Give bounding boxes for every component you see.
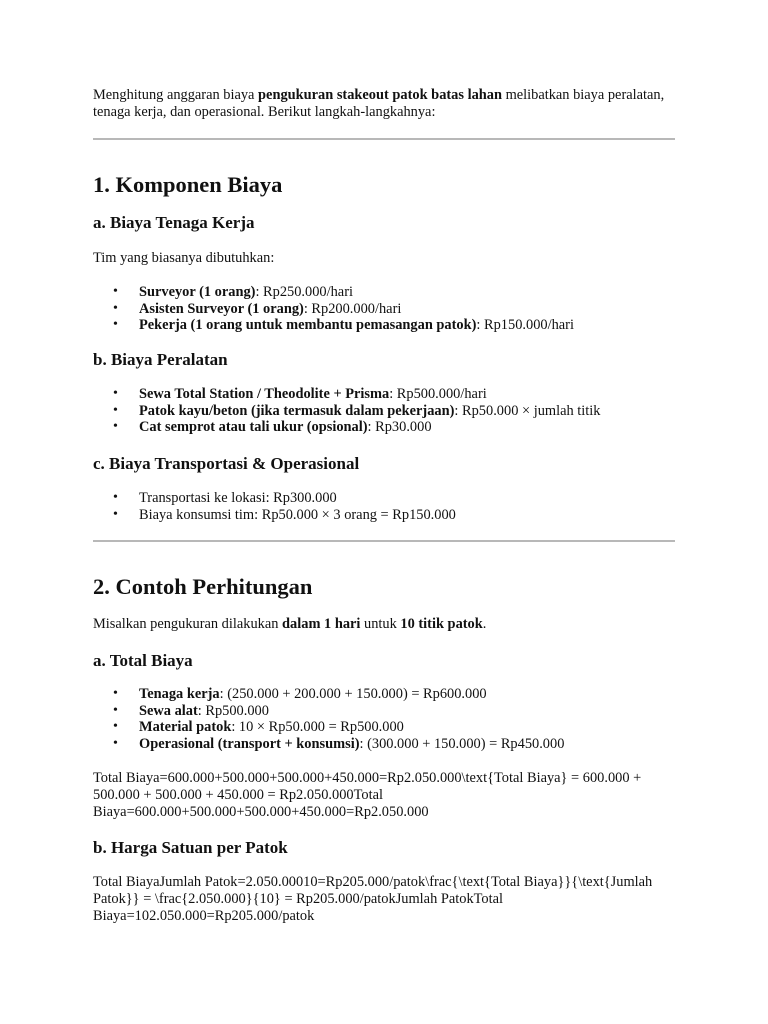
section-2-title: 2. Contoh Perhitungan [93,574,313,599]
item-label: Pekerja (1 orang untuk membantu pemasangan patok) [139,317,477,334]
item-label: Material patok [139,719,232,736]
transport-list [93,490,456,523]
subsection-satuan-title: b. Harga Satuan per Patok [93,838,288,857]
item-value: : Rp250.000/hari [255,284,353,300]
intro-paragraph [93,87,675,121]
divider-2 [93,540,675,542]
list-item [93,317,574,334]
item-label: Sewa Total Station / Theodolite + Prisma [139,386,390,402]
item-label: Asisten Surveyor (1 orang) [139,300,304,317]
item-value: : Rp500.000/hari [389,386,487,402]
lead-text: Misalkan pengukuran dilakukan [93,616,283,632]
lead-text-mid: untuk [360,616,401,632]
item-label: Cat semprot atau tali ukur (opsional) [139,419,368,436]
item-label: Operasional (transport + konsumsi) [139,736,360,753]
tenaga-list [93,284,574,334]
list-item: • Biaya konsumsi tim: Rp50.000 × 3 orang = Rp150.000 [93,507,456,524]
list-item [93,403,600,420]
item-value: : Rp500.000 [197,702,269,719]
item-label: Patok kayu/beton (jika termasuk dalam pekerjaan) [139,402,455,419]
item-value: : Rp150.000/hari [476,317,574,334]
total-formula: Total Biaya=600.000+500.000+500.000+450.000=Rp2.050.000\text{Total Biaya} = 600.000 + 500.000 + 500.000 + 450.000 = Rp2.050.000Total Biaya=600.000+500.000+500.000+450.000=Rp2.050.000 [93,770,642,820]
lead-bold-points: 10 titik patok [400,616,483,632]
item-value: : (300.000 + 150.000) = Rp450.000 [359,736,565,753]
item-value: : (250.000 + 200.000 + 150.000) = Rp600.000 [219,686,487,702]
divider-1 [93,138,675,140]
list-item [93,284,574,301]
list-item [93,736,564,753]
lead-bold-days: dalam 1 hari [282,616,361,632]
subsection-peralatan-title: b. Biaya Peralatan [93,350,228,369]
intro-text: Menghitung anggaran biaya [93,87,259,103]
item-value: : Rp50.000 × jumlah titik [454,402,601,419]
list-item [93,703,564,720]
list-item [93,386,600,403]
intro-bold: pengukuran stakeout patok batas lahan [258,87,502,103]
section-2-lead [93,616,486,633]
list-item [93,419,600,436]
subsection-tenaga-title: a. Biaya Tenaga Kerja [93,213,255,232]
list-item [93,719,564,736]
item-label: Tenaga kerja [139,686,220,702]
item-value: : Rp200.000/hari [303,300,402,317]
list-item [93,686,564,703]
item-label: Surveyor (1 orang) [139,284,256,300]
subsection-total-title: a. Total Biaya [93,651,193,670]
subsection-transport-title: c. Biaya Transportasi & Operasional [93,454,360,473]
peralatan-list [93,386,600,436]
satuan-formula: Total BiayaJumlah Patok=2.050.00010=Rp205.000/patok\frac{\text{Total Biaya}}{\text{Jumlah Patok}} = \frac{2.050.000}{10} = Rp205.000/patokJumlah PatokTotal Biaya=102.050.000=Rp205.000/patok [93,874,653,924]
total-list [93,686,564,753]
list-item [93,301,574,318]
item-value: : Rp30.000 [367,419,432,436]
intro-text-end: melibatkan biaya peralatan, tenaga kerja, dan operasional. Berikut langkah-langkahnya: [93,87,665,120]
list-item: • Transportasi ke lokasi: Rp300.000 [93,490,456,507]
item-value: : 10 × Rp50.000 = Rp500.000 [231,719,404,736]
lead-text-end: . [482,616,487,632]
section-1-title: 1. Komponen Biaya [93,172,283,197]
item-label: Sewa alat [139,702,198,719]
tenaga-lead: Tim yang biasanya dibutuhkan: [93,250,275,266]
